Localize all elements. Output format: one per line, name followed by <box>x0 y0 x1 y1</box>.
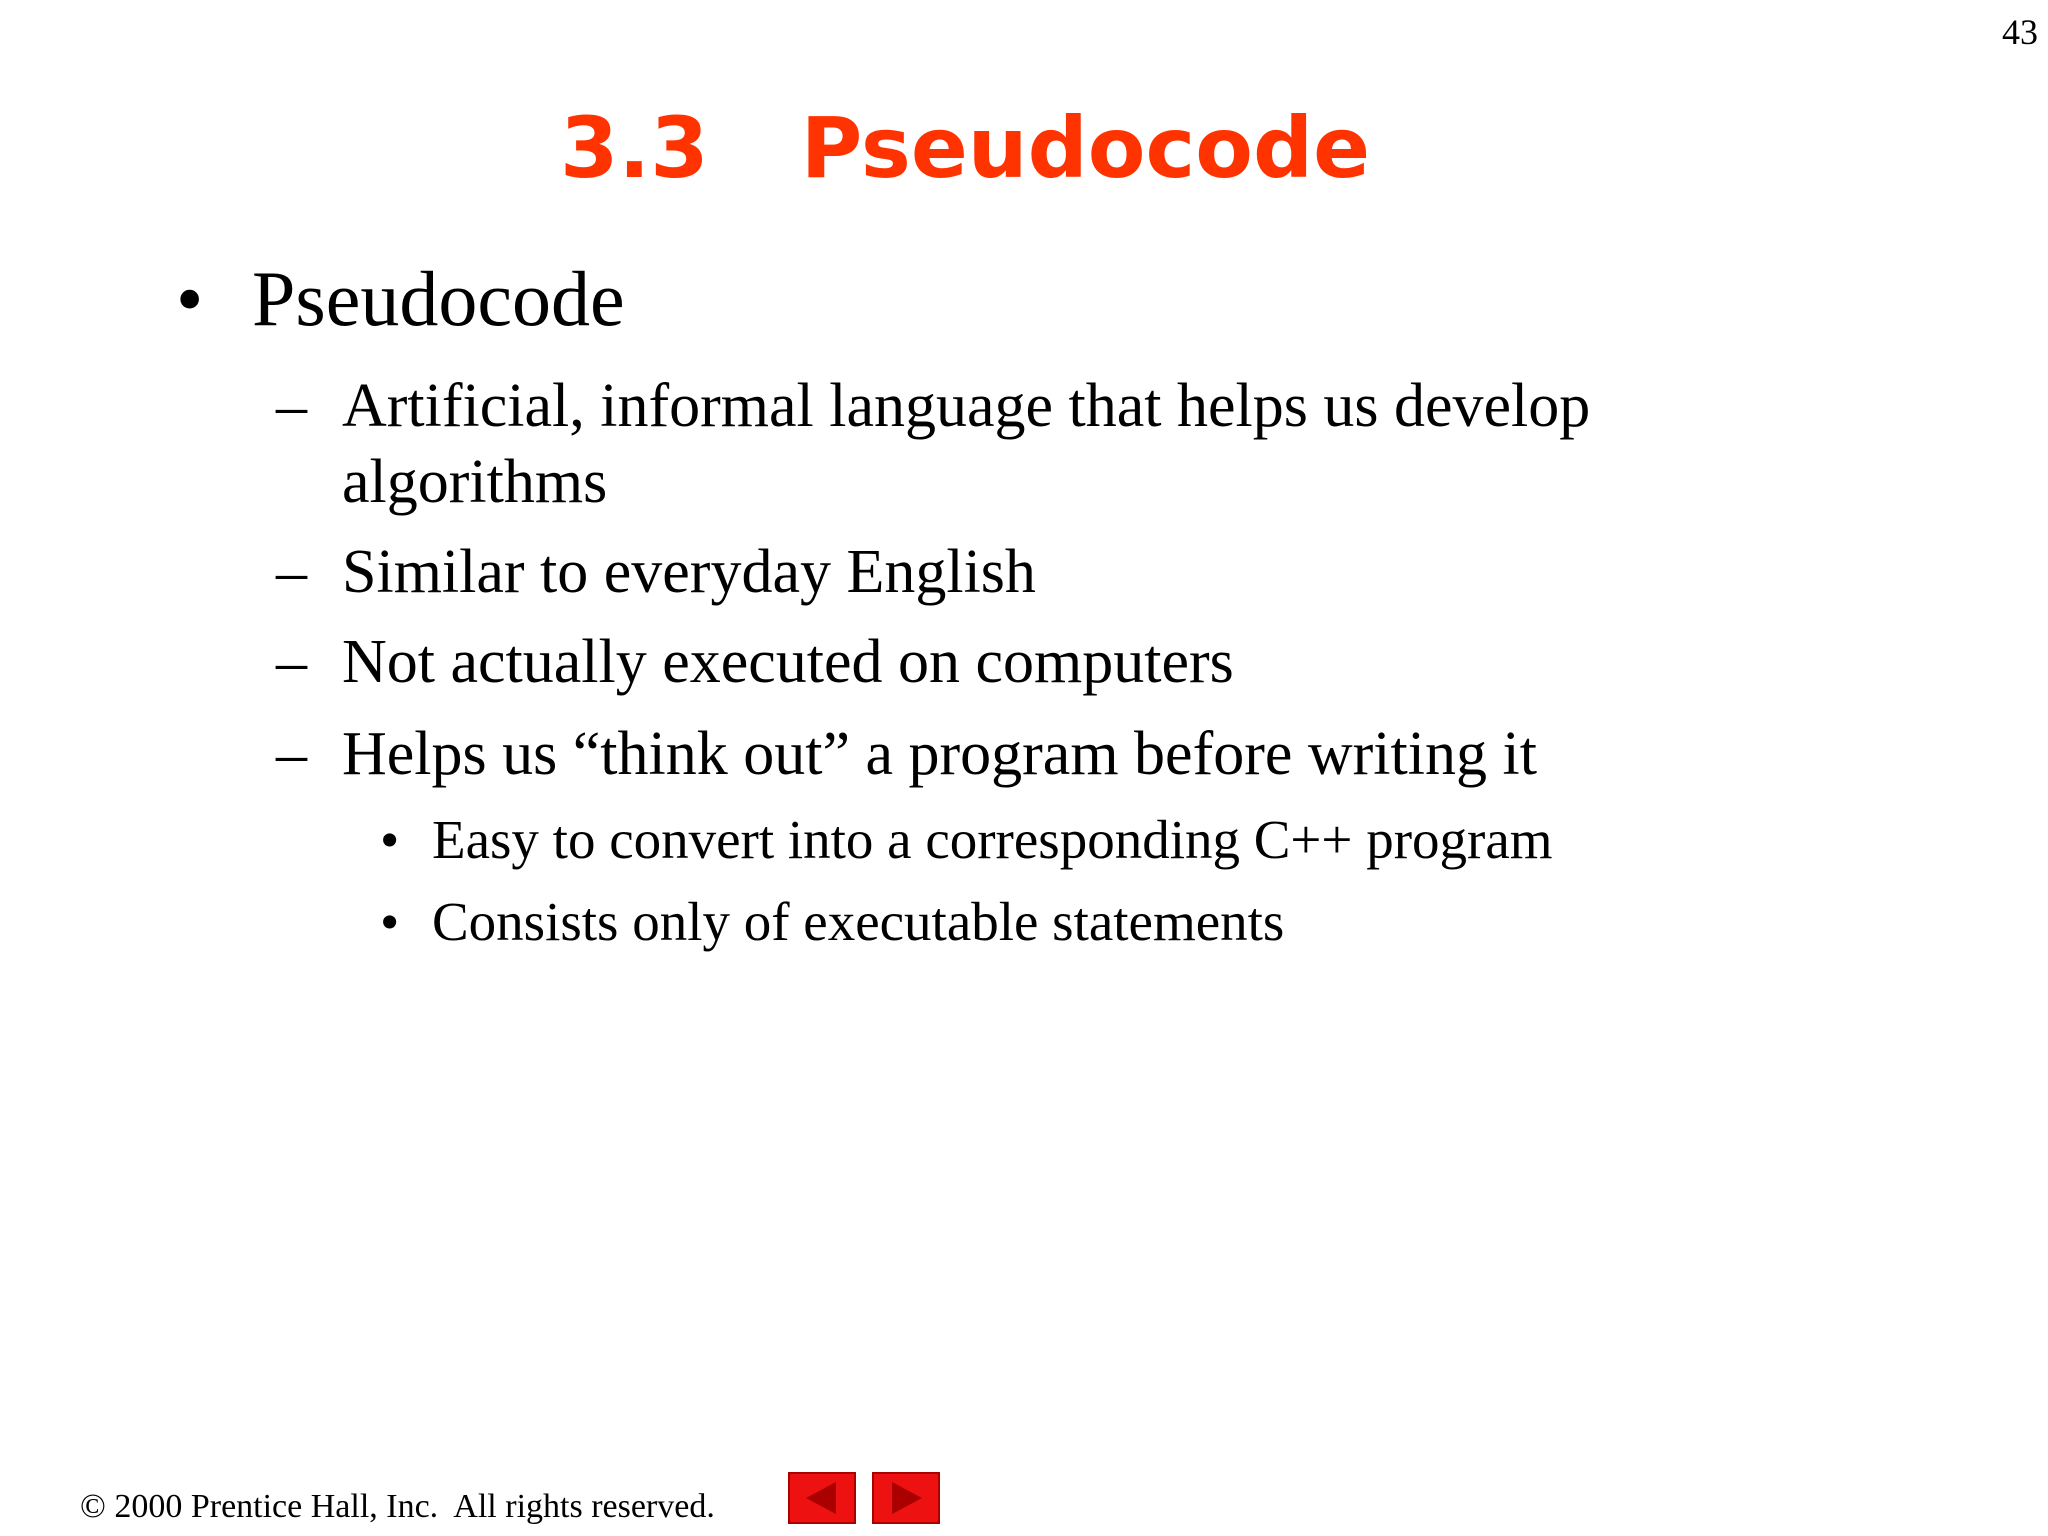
title-text: Pseudocode <box>800 99 1371 197</box>
dash-icon: – <box>276 628 307 696</box>
subsub-bullet-text: Easy to convert into a corresponding C++ program <box>432 809 1553 870</box>
sub-bullet-text: Not actually executed on computers <box>342 628 1234 696</box>
bullet-icon: • <box>380 809 400 870</box>
previous-slide-button[interactable] <box>788 1472 856 1524</box>
dash-icon: – <box>276 720 307 788</box>
slide-title <box>0 99 1930 197</box>
sub-bullet-text: Helps us “think out” a program before writing it <box>342 720 1537 788</box>
bullet-icon: • <box>176 255 204 342</box>
subsub-bullet-text: Consists only of executable statements <box>432 891 1285 952</box>
section-number: 3.3 <box>559 99 709 197</box>
dash-icon: – <box>276 372 307 440</box>
page-number: 43 <box>2002 12 2038 52</box>
copyright-footer: © 2000 Prentice Hall, Inc. All rights reserved. <box>80 1488 715 1525</box>
dash-icon: – <box>276 538 307 606</box>
bullet-icon: • <box>380 891 400 952</box>
next-slide-button[interactable] <box>872 1472 940 1524</box>
sub-bullet-text: Similar to everyday English <box>342 538 1036 606</box>
bullet-main-text: Pseudocode <box>252 255 625 342</box>
triangle-left-icon <box>790 1474 854 1522</box>
triangle-right-icon <box>874 1474 938 1522</box>
sub-bullet-text: Artificial, informal language that helps us develop algorithms <box>342 372 1591 516</box>
